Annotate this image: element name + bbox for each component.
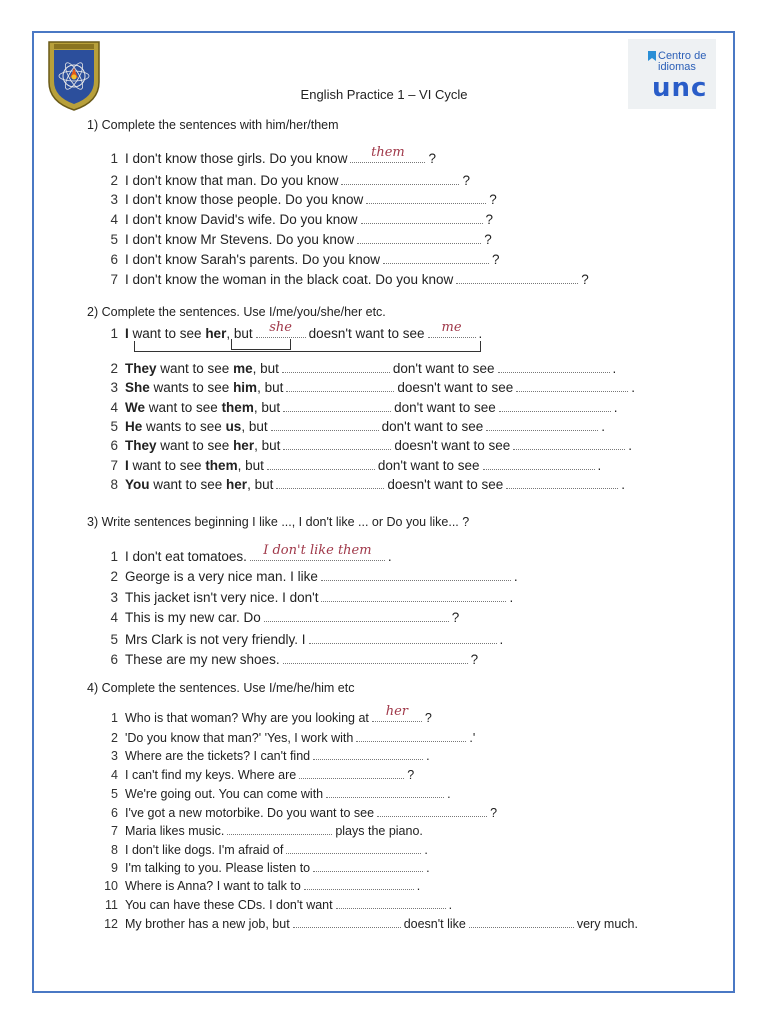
handwritten-answer: me <box>441 320 462 335</box>
section-2-heading: 2) Complete the sentences. Use I/me/you/she/her etc. <box>87 305 386 319</box>
subject-pronoun: They <box>125 361 157 376</box>
logo-mark: unc <box>652 73 708 103</box>
item-number: 2 <box>111 731 118 745</box>
object-pronoun: us <box>225 419 242 434</box>
punctuation: . <box>447 787 451 801</box>
item-number: 8 <box>111 843 118 857</box>
sentence-text: I don't know that man. Do you know <box>125 173 339 188</box>
exercise-row <box>100 747 430 764</box>
answer-blank[interactable] <box>286 841 421 854</box>
handwritten-answer: them <box>371 145 405 160</box>
object-pronoun: her <box>233 438 255 453</box>
sentence-text: I don't like dogs. I'm afraid of <box>125 843 284 857</box>
sentence-text: I don't know those people. Do you know <box>125 192 364 207</box>
punctuation: . <box>597 458 602 473</box>
sentence-text: 'Do you know that man?' 'Yes, I work with <box>125 731 354 745</box>
example-bracket-long <box>134 341 481 352</box>
exercise-row <box>100 437 632 454</box>
punctuation: . <box>426 861 430 875</box>
item-number: 6 <box>110 438 118 453</box>
item-number: 5 <box>110 232 118 247</box>
answer-blank[interactable] <box>513 437 625 450</box>
punctuation: . <box>613 400 618 415</box>
exercise-row <box>100 476 625 493</box>
sentence-text: doesn't want to see <box>308 326 425 341</box>
exercise-row <box>100 589 513 606</box>
exercise-row <box>100 271 589 288</box>
page-title: English Practice 1 – VI Cycle <box>300 87 468 102</box>
sentence-text: , but <box>257 380 284 395</box>
sentence-text: wants to see <box>142 419 226 434</box>
item-number: 5 <box>110 419 118 434</box>
exercise-row <box>100 766 414 783</box>
answer-blank[interactable] <box>321 568 511 581</box>
exercise-row <box>100 418 605 435</box>
sentence-text: Who is that woman? Why are you looking at <box>125 711 369 725</box>
handwritten-answer: her <box>385 704 409 719</box>
exercise-row <box>100 320 483 342</box>
exercise-row <box>100 651 478 668</box>
sentence-text: wants to see <box>149 380 234 395</box>
item-number: 12 <box>104 917 118 931</box>
item-number: 4 <box>110 212 118 227</box>
exercise-row <box>100 804 497 821</box>
sentence-text: Mrs Clark is not very friendly. I <box>125 632 306 647</box>
section-1-heading: 1) Complete the sentences with him/her/them <box>87 118 339 132</box>
sentence-text: want to see <box>149 477 227 492</box>
answer-blank[interactable] <box>341 172 459 185</box>
item-number: 3 <box>110 192 118 207</box>
answer-blank[interactable] <box>267 457 375 470</box>
answer-blank[interactable] <box>516 379 628 392</box>
answer-blank[interactable] <box>499 399 611 412</box>
object-pronoun: her <box>205 326 227 341</box>
item-number: 3 <box>110 380 118 395</box>
item-number: 3 <box>111 749 118 763</box>
punctuation: ? <box>462 173 470 188</box>
punctuation: . <box>628 438 633 453</box>
item-number: 1 <box>110 151 118 166</box>
item-number: 4 <box>110 610 118 625</box>
sentence-text: don't want to see <box>377 458 480 473</box>
exercise-row <box>100 568 518 585</box>
answer-blank[interactable] <box>271 418 379 431</box>
exercise-row <box>100 704 432 726</box>
sentence-text: want to see <box>156 361 234 376</box>
sentence-text: I've got a new motorbike. Do you want to see <box>125 806 375 820</box>
punctuation: . <box>387 549 392 564</box>
punctuation: ? <box>492 252 500 267</box>
item-number: 2 <box>110 361 118 376</box>
item-number: 1 <box>110 326 118 341</box>
answer-blank[interactable] <box>276 476 384 489</box>
sentence-text: , but <box>254 438 281 453</box>
object-pronoun: her <box>226 477 248 492</box>
exercise-row <box>100 631 503 648</box>
answer-blank[interactable] <box>326 785 444 798</box>
sentence-text: , but <box>247 477 274 492</box>
answer-blank[interactable] <box>309 631 497 644</box>
answer-blank[interactable] <box>250 543 385 561</box>
item-number: 4 <box>110 400 118 415</box>
exercise-row <box>100 729 475 746</box>
answer-blank[interactable] <box>356 729 466 742</box>
subject-pronoun: He <box>125 419 143 434</box>
sentence-text: don't want to see <box>394 400 496 415</box>
answer-blank[interactable] <box>469 915 574 928</box>
item-number: 7 <box>110 458 118 473</box>
item-number: 11 <box>105 898 118 912</box>
subject-pronoun: We <box>125 400 146 415</box>
exercise-row <box>100 609 459 626</box>
punctuation: ? <box>484 232 492 247</box>
answer-blank[interactable] <box>304 877 414 890</box>
sentence-text: , but <box>252 361 279 376</box>
answer-blank[interactable] <box>321 589 506 602</box>
answer-blank[interactable] <box>486 418 598 431</box>
object-pronoun: them <box>221 400 254 415</box>
answer-blank[interactable] <box>383 251 489 264</box>
answer-blank[interactable] <box>256 320 306 338</box>
sentence-text: doesn't want to see <box>394 438 511 453</box>
sentence-text: want to see <box>128 458 206 473</box>
answer-blank[interactable] <box>293 915 401 928</box>
sentence-text: You can have these CDs. I don't want <box>125 898 333 912</box>
answer-blank[interactable] <box>428 320 476 338</box>
sentence-text: I don't know David's wife. Do you know <box>125 212 358 227</box>
sentence-text: want to see <box>156 438 234 453</box>
sentence-text: My brother has a new job, but <box>125 917 290 931</box>
sentence-tail: plays the piano. <box>335 824 423 838</box>
answer-blank[interactable] <box>350 145 425 163</box>
item-number: 6 <box>110 652 118 667</box>
punctuation: ? <box>490 806 498 820</box>
sentence-text: I can't find my keys. Where are <box>125 768 297 782</box>
punctuation: .' <box>469 731 476 745</box>
punctuation: . <box>612 361 617 376</box>
exercise-row <box>100 543 392 565</box>
object-pronoun: me <box>233 361 253 376</box>
punctuation: . <box>448 898 453 912</box>
item-number: 4 <box>111 768 118 782</box>
exercise-row <box>100 822 423 839</box>
sentence-text: , but <box>253 400 281 415</box>
exercise-row <box>100 915 638 932</box>
punctuation: ? <box>424 711 432 725</box>
logo-text: Centro de idiomas <box>658 50 707 73</box>
answer-blank[interactable] <box>357 231 481 244</box>
sentence-text: George is a very nice man. I like <box>125 569 318 584</box>
item-number: 7 <box>111 824 118 838</box>
exercise-row <box>100 457 601 474</box>
exercise-row <box>100 211 493 228</box>
punctuation: ? <box>451 610 460 625</box>
answer-blank[interactable] <box>506 476 618 489</box>
punctuation: ? <box>470 652 479 667</box>
exercise-row <box>100 251 500 268</box>
answer-blank[interactable] <box>483 457 595 470</box>
exercise-row <box>100 785 451 802</box>
subject-pronoun: I <box>125 326 129 341</box>
answer-blank[interactable] <box>286 379 394 392</box>
sentence-text: doesn't want to see <box>387 477 504 492</box>
punctuation: ? <box>581 272 589 287</box>
punctuation: . <box>631 380 636 395</box>
section-4-heading: 4) Complete the sentences. Use I/me/he/him etc <box>87 681 355 695</box>
answer-blank[interactable] <box>336 896 446 909</box>
exercise-row <box>100 379 635 396</box>
sentence-text: doesn't want to see <box>397 380 514 395</box>
sentence-tail: very much. <box>576 917 638 931</box>
punctuation: ? <box>407 768 415 782</box>
punctuation: . <box>499 632 504 647</box>
punctuation: . <box>426 749 430 763</box>
punctuation: ? <box>489 192 497 207</box>
object-pronoun: him <box>233 380 258 395</box>
section-3-heading: 3) Write sentences beginning I like ..., I don't like ... or Do you like... ? <box>87 515 470 529</box>
exercise-row <box>100 859 430 876</box>
item-number: 3 <box>110 590 118 605</box>
answer-blank[interactable] <box>282 360 390 373</box>
punctuation: ? <box>485 212 494 227</box>
answer-blank[interactable] <box>299 766 404 779</box>
sentence-text: This jacket isn't very nice. I don't <box>125 590 319 605</box>
sentence-text: I don't know Mr Stevens. Do you know <box>125 232 355 247</box>
answer-blank[interactable] <box>377 804 487 817</box>
item-number: 9 <box>111 861 118 875</box>
answer-blank[interactable] <box>361 211 483 224</box>
answer-blank[interactable] <box>372 704 422 722</box>
sentence-text: , but <box>241 419 268 434</box>
sentence-text: This is my new car. Do <box>125 610 261 625</box>
exercise-row <box>100 172 470 189</box>
answer-blank[interactable] <box>366 191 486 204</box>
exercise-row <box>100 145 436 167</box>
item-number: 7 <box>110 272 118 287</box>
sentence-text: I don't eat tomatoes. <box>125 549 247 564</box>
sentence-text: Maria likes music. <box>125 824 225 838</box>
sentence-text: I'm talking to you. Please listen to <box>125 861 311 875</box>
answer-blank[interactable] <box>227 822 332 835</box>
subject-pronoun: I <box>125 458 129 473</box>
item-number: 5 <box>111 787 118 801</box>
punctuation: . <box>513 569 518 584</box>
exercise-row <box>100 896 452 913</box>
punctuation: ? <box>428 151 436 166</box>
sentence-text: want to see <box>128 326 206 341</box>
exercise-row <box>100 877 420 894</box>
sentence-text: Where are the tickets? I can't find <box>125 749 311 763</box>
answer-blank[interactable] <box>283 399 391 412</box>
sentence-text: don't want to see <box>392 361 495 376</box>
answer-blank[interactable] <box>264 609 449 622</box>
punctuation: . <box>621 477 626 492</box>
punctuation: . <box>424 843 428 857</box>
sentence-text: want to see <box>145 400 222 415</box>
punctuation: . <box>478 326 483 341</box>
punctuation: . <box>416 879 421 893</box>
sentence-tail: doesn't like <box>403 917 466 931</box>
object-pronoun: them <box>205 458 238 473</box>
answer-blank[interactable] <box>283 437 391 450</box>
sentence-text: , but <box>237 458 264 473</box>
punctuation: . <box>601 419 606 434</box>
sentence-text: , but <box>226 326 253 341</box>
sentence-text: These are my new shoes. <box>125 652 280 667</box>
example-bracket-short <box>231 339 291 350</box>
item-number: 1 <box>110 549 118 564</box>
answer-blank[interactable] <box>498 360 610 373</box>
item-number: 6 <box>110 252 118 267</box>
sentence-text: Where is Anna? I want to talk to <box>125 879 301 893</box>
answer-blank[interactable] <box>456 271 578 284</box>
exercise-row <box>100 399 618 416</box>
exercise-row <box>100 841 428 858</box>
item-number: 6 <box>111 806 118 820</box>
item-number: 2 <box>110 569 118 584</box>
subject-pronoun: They <box>125 438 157 453</box>
sentence-text: I don't know Sarah's parents. Do you know <box>125 252 381 267</box>
item-number: 1 <box>111 711 118 725</box>
subject-pronoun: She <box>125 380 150 395</box>
handwritten-answer: I don't like them <box>263 543 372 558</box>
answer-blank[interactable] <box>313 859 423 872</box>
exercise-row <box>100 231 492 248</box>
item-number: 5 <box>110 632 118 647</box>
item-number: 10 <box>104 879 118 893</box>
answer-blank[interactable] <box>283 651 468 664</box>
sentence-text: We're going out. You can come with <box>125 787 324 801</box>
sentence-text: don't want to see <box>381 419 484 434</box>
exercise-row <box>100 191 497 208</box>
exercise-row <box>100 360 616 377</box>
subject-pronoun: You <box>125 477 150 492</box>
sentence-text: I don't know the woman in the black coat. Do you know <box>125 272 454 287</box>
answer-blank[interactable] <box>313 747 423 760</box>
item-number: 2 <box>110 173 118 188</box>
handwritten-answer: she <box>269 320 292 335</box>
item-number: 8 <box>110 477 118 492</box>
sentence-text: I don't know those girls. Do you know <box>125 151 348 166</box>
punctuation: . <box>509 590 514 605</box>
bookmark-icon <box>648 51 656 61</box>
